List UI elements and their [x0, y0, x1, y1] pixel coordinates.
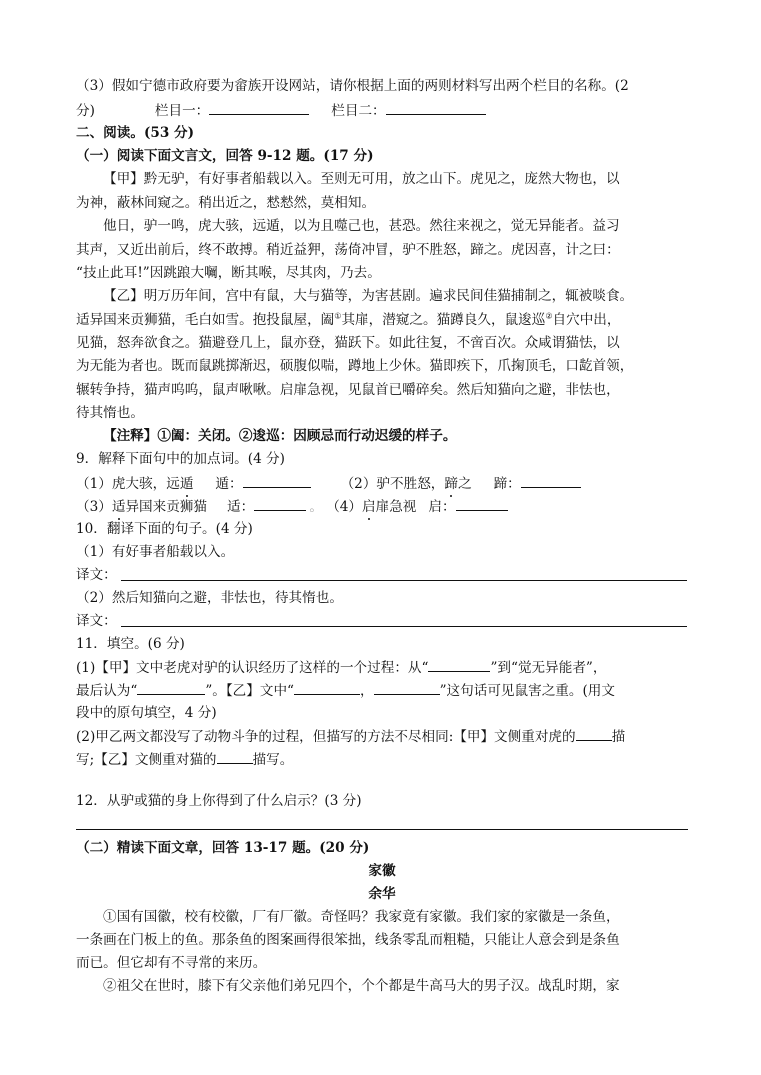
- question-11-line-2: [76, 680, 688, 701]
- text: ②祖父在世时，膝下有父亲他们弟兄四个，个个都是牛高马大的男子汉。战乱时期，家: [103, 978, 620, 994]
- text: 分): [76, 103, 95, 119]
- question-3-line: [76, 76, 688, 96]
- question-11-line-5: [76, 749, 688, 770]
- text: （4）: [326, 499, 363, 515]
- answer-blank[interactable]: [456, 496, 508, 511]
- text: （3）假如宁德市政府要为畲族开设网站，请你根据上面的两则材料写出两个栏目的名称。(2: [76, 78, 629, 94]
- text: 。: [309, 499, 323, 515]
- dotted-word: 启: [362, 499, 376, 515]
- passage-line: [76, 263, 688, 283]
- text: 【乙】明万历年间，宫中有鼠，大与猫等，为害甚剧。遍求民间佳猫捕制之，辄被啖食。: [103, 288, 634, 304]
- question-10-title: [76, 519, 688, 539]
- text: ，: [360, 683, 374, 699]
- text: 译文：: [76, 567, 117, 583]
- text: 启：: [428, 499, 456, 515]
- translation-label: [76, 611, 688, 631]
- passage-line: [103, 286, 688, 306]
- passage-line: [76, 403, 688, 423]
- text: 段中的原句填空，4 分): [76, 705, 217, 721]
- text: 适：: [227, 499, 255, 515]
- text: 而已。但它却有不寻常的来历。: [76, 955, 267, 971]
- question-9-title: [76, 449, 688, 469]
- text: 为神，蔽林间窥之。稍出近之，慭慭然，莫相知。: [76, 195, 376, 211]
- text: （1）虎大骇，远: [76, 476, 180, 492]
- text: 描写。: [252, 752, 294, 768]
- question-11-title: [76, 634, 688, 654]
- footnote-mark: ①: [334, 311, 342, 321]
- text: 译文：: [76, 613, 117, 629]
- answer-blank[interactable]: [428, 657, 490, 672]
- answer-blank[interactable]: [217, 749, 253, 764]
- article-line: [76, 953, 688, 973]
- text: 一条画在门板上的鱼。那条鱼的图案画得很笨拙，线条零乱而粗糙，只能让人意会到是条鱼: [76, 932, 620, 948]
- subsection-heading: [76, 838, 688, 858]
- text: 待其惰也。: [76, 405, 144, 421]
- answer-blank[interactable]: [521, 473, 581, 488]
- text: ”到“觉无异能者”，: [490, 660, 607, 676]
- dotted-word: 蹄: [444, 476, 458, 492]
- text: 为无能为者也。既而鼠跳掷渐迟，硕腹似喘，蹲地上少休。猫即疾下，爪掬顶毛，口龁首领，: [76, 358, 634, 374]
- answer-line[interactable]: [121, 580, 687, 581]
- text: （一）阅读下面文言文，回答 9-12 题。(17 分): [76, 148, 374, 164]
- dotted-word: 适: [111, 499, 126, 515]
- text: 二、阅读。(53 分): [76, 125, 195, 141]
- text: 蹄：: [493, 476, 521, 492]
- answer-line[interactable]: [121, 626, 687, 627]
- answer-blank[interactable]: [386, 100, 486, 115]
- text: 他日，驴一鸣，虎大骇，远遁，以为且噬己也，甚恐。然往来视之，觉无异能者。益习: [103, 218, 620, 234]
- text: 自穴中出，: [552, 312, 621, 328]
- article-line: [76, 930, 688, 950]
- text: (2)甲乙两文都没写了动物斗争的过程，但描写的方法不尽相同:【甲】文侧重对虎的: [76, 729, 576, 745]
- text: 最后认为“: [76, 683, 138, 699]
- annotation-line: [103, 426, 688, 446]
- text: ”这句话可见鼠害之重。(用文: [439, 683, 615, 699]
- answer-line[interactable]: [76, 829, 688, 830]
- passage-line: [76, 333, 688, 353]
- text: 写;【乙】文侧重对猫的: [76, 752, 217, 768]
- text: 家徽: [368, 863, 396, 879]
- question-10-item-2: [76, 588, 688, 608]
- question-11-line-1: [76, 657, 688, 678]
- passage-line: [76, 193, 688, 213]
- text: 见猫，怒奔欲食之。猫避登几上，鼠亦登，猫跃下。如此往复，不啻百次。众咸谓猫怯，以: [76, 335, 620, 351]
- text: （2）驴不胜怒，: [340, 476, 445, 492]
- answer-blank[interactable]: [294, 680, 360, 695]
- text: 【注释】①阖：关闭。②逡巡：因顾忌而行动迟缓的样子。: [103, 428, 457, 444]
- text: 【甲】黔无驴，有好事者船载以入。至则无可用，放之山下。虎见之，庞然大物也，以: [103, 171, 620, 187]
- text: 栏目一：: [154, 103, 210, 119]
- text: （1）有好事者船载以入。: [76, 544, 235, 560]
- text: 之: [458, 476, 472, 492]
- text: ①国有国徽，校有校徽，厂有厂徽。奇怪吗？我家竟有家徽。我们家的家徽是一条鱼，: [103, 909, 620, 925]
- translation-label: [76, 565, 688, 585]
- text: 11．填空。(6 分): [76, 636, 185, 652]
- text: (1)【甲】文中老虎对驴的认识经历了这样的一个过程：从“: [76, 660, 429, 676]
- question-3-columns: [76, 100, 688, 121]
- article-title: [76, 861, 688, 881]
- text: 异国来贡狮猫: [125, 499, 207, 515]
- article-line: [103, 976, 688, 996]
- answer-blank[interactable]: [209, 100, 309, 115]
- text: 扉急视: [375, 499, 417, 515]
- text: 其扉，潜窥之。猫蹲良久，鼠逡巡: [341, 312, 546, 328]
- passage-line: [103, 216, 688, 236]
- question-9-row-2: [76, 496, 688, 517]
- question-12-title: [76, 791, 688, 811]
- answer-blank[interactable]: [243, 473, 311, 488]
- passage-line: [76, 240, 688, 260]
- section-heading: [76, 123, 688, 143]
- text: 描: [611, 729, 626, 745]
- answer-blank[interactable]: [374, 680, 440, 695]
- subsection-heading: [76, 146, 688, 166]
- article-author: [76, 884, 688, 904]
- dotted-word: 遁: [179, 476, 194, 492]
- text: （二）精读下面文章，回答 13-17 题。(20 分): [76, 840, 370, 856]
- text: 10．翻译下面的句子。(4 分): [76, 521, 253, 537]
- text: 遁：: [215, 476, 243, 492]
- passage-line: [76, 380, 688, 400]
- text: （3）: [76, 499, 112, 515]
- question-11-line-3: [76, 703, 688, 723]
- text: 余华: [368, 886, 396, 902]
- passage-line: [103, 169, 688, 189]
- question-10-item-1: [76, 542, 688, 562]
- question-9-row-1: [76, 473, 688, 494]
- text: （2）然后知猫向之避，非怯也，待其惰也。: [76, 590, 343, 606]
- article-line: [103, 907, 688, 927]
- text: 9．解释下面句中的加点词。(4 分): [76, 451, 285, 467]
- answer-blank[interactable]: [137, 680, 205, 695]
- text: 12．从驴或猫的身上你得到了什么启示？(3 分): [76, 793, 362, 809]
- text: 其声，又近出前后，终不敢搏。稍近益狎，荡倚冲冒，驴不胜怒，蹄之。虎因喜，计之曰：: [76, 242, 620, 258]
- text: 辗转争持，猫声呜呜，鼠声啾啾。启扉急视，见鼠首已嚼碎矣。然后知猫向之避，非怯也，: [76, 382, 620, 398]
- answer-blank[interactable]: [254, 496, 306, 511]
- text: 适异国来贡狮猫，毛白如雪。抱投鼠屋，阖: [76, 312, 335, 328]
- question-11-line-4: [76, 726, 688, 747]
- passage-line: [76, 310, 688, 330]
- text: ”。【乙】文中“: [205, 683, 294, 699]
- answer-blank[interactable]: [576, 726, 612, 741]
- passage-line: [76, 356, 688, 376]
- text: 栏目二：: [331, 103, 386, 119]
- text: “技止此耳!”因跳踉大㘎，断其喉，尽其肉，乃去。: [76, 265, 381, 281]
- footnote-mark: ②: [545, 311, 553, 321]
